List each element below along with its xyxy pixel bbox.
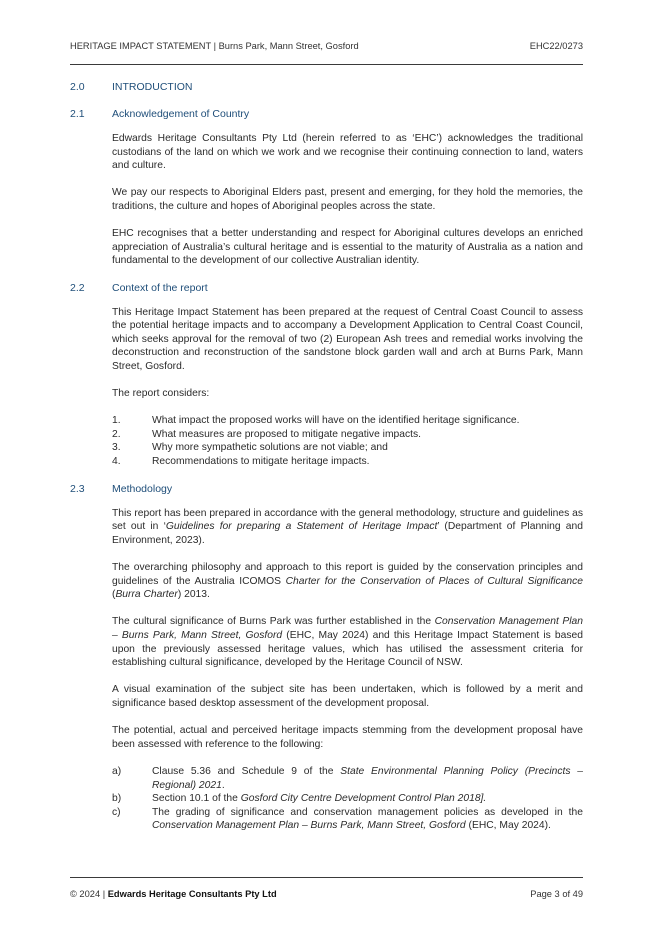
list-item bbox=[112, 441, 583, 455]
list-marker: c) bbox=[112, 806, 121, 818]
list-marker: 2. bbox=[112, 428, 121, 440]
list-item bbox=[112, 414, 583, 428]
paragraph: This Heritage Impact Statement has been prepared at the request of Central Coast Council to assess the potential heritage impacts and to accompany a Development Application to Central Coast Council, which seeks approval for the removal of two (2) European Ash trees and remedial works involving the deconstruction and reconstruction of the sandstone block garden wall and arch at Burns Park, Mann Street, Gosford. bbox=[112, 306, 583, 372]
list-item bbox=[112, 455, 583, 469]
list-text: What measures are proposed to mitigate negative impacts. bbox=[152, 428, 421, 440]
footer-divider bbox=[70, 877, 583, 878]
paragraph: A visual examination of the subject site has been undertaken, which is followed by a merit and significance based desktop assessment of the development proposal. bbox=[112, 684, 583, 709]
header-reference: EHC22/0273 bbox=[529, 41, 583, 51]
paragraph: The cultural significance of Burns Park was further established in the Conservation Management Plan – Burns Park, Mann Street, Gosford (EHC, May 2024) and this Heritage Impact Statement is based upon the previously assessed heritage values, which has utilised the assessment criteria for establishing cultural significance, developed by the Heritage Council of NSW. bbox=[112, 616, 583, 669]
section-number: 2.0 bbox=[70, 81, 85, 93]
section-heading-2-0 bbox=[70, 81, 583, 93]
paragraph: The report considers: bbox=[112, 388, 210, 400]
paragraph: The overarching philosophy and approach to this report is guided by the conservation principles and guidelines of the Australia ICOMOS Charter for the Conservation of Places of Cultural Significance (Burra Charter) 2013. bbox=[112, 562, 583, 601]
header-divider bbox=[70, 64, 583, 65]
page-content bbox=[70, 81, 583, 847]
paragraph: EHC recognises that a better understanding and respect for Aboriginal cultures develops an enriched appreciation of Australia’s cultural heritage and is essential to the maturity of Australia as a nation and fundamental to the development of our collective Australian identity. bbox=[112, 228, 583, 267]
list-text: Recommendations to mitigate heritage impacts. bbox=[152, 456, 370, 468]
list-text: Why more sympathetic solutions are not viable; and bbox=[152, 442, 388, 454]
list-marker: 4. bbox=[112, 456, 121, 468]
section-heading-2-1 bbox=[70, 108, 583, 120]
considerations-list bbox=[112, 414, 583, 468]
reference-list bbox=[112, 765, 583, 833]
list-marker: b) bbox=[112, 793, 122, 805]
section-title: Methodology bbox=[112, 482, 173, 495]
paragraph: Edwards Heritage Consultants Pty Ltd (herein referred to as ‘EHC’) acknowledges the traditional custodians of the land on which we work and we recognise their continuing connection to land, waters and culture. bbox=[112, 133, 583, 172]
list-item bbox=[112, 428, 583, 442]
paragraph: We pay our respects to Aboriginal Elders past, present and emerging, for they hold the memories, the traditions, the culture and hopes of Aboriginal peoples across the state. bbox=[112, 187, 583, 212]
list-text: What impact the proposed works will have on the identified heritage significance. bbox=[152, 415, 520, 427]
section-number: 2.1 bbox=[70, 108, 85, 120]
list-item: b) Section 10.1 of the Gosford City Centre Development Control Plan 2018]. bbox=[112, 793, 487, 805]
footer-copyright: © 2024 | Edwards Heritage Consultants Pty Ltd bbox=[70, 889, 277, 899]
list-marker: 3. bbox=[112, 442, 121, 454]
list-item: c) The grading of significance and conservation management policies as developed in the Conservation Management Plan – Burns Park, Mann Street, Gosford (EHC, May 2024). bbox=[112, 806, 583, 832]
page-number: Page 3 of 49 bbox=[530, 889, 583, 899]
paragraph: The potential, actual and perceived heritage impacts stemming from the development proposal have been assessed with reference to the following: bbox=[112, 725, 583, 750]
section-heading-2-2 bbox=[70, 282, 583, 294]
list-marker: a) bbox=[112, 765, 122, 777]
header-title: HERITAGE IMPACT STATEMENT | Burns Park, Mann Street, Gosford bbox=[70, 41, 359, 51]
paragraph: This report has been prepared in accordance with the general methodology, structure and guidelines as set out in ‘Guidelines for preparing a Statement of Heritage Impact’ (Department of Planning and Environment, 2023). bbox=[112, 507, 583, 546]
page-footer bbox=[70, 889, 583, 899]
section-number: 2.2 bbox=[70, 281, 85, 294]
list-item: a) Clause 5.36 and Schedule 9 of the State Environmental Planning Policy (Precincts – Regional) 2021. bbox=[112, 765, 583, 791]
footer-company: Edwards Heritage Consultants Pty Ltd bbox=[107, 889, 277, 899]
section-title: Context of the report bbox=[112, 281, 208, 294]
section-number: 2.3 bbox=[70, 482, 85, 495]
list-marker: 1. bbox=[112, 415, 121, 427]
section-title: Acknowledgement of Country bbox=[112, 108, 250, 120]
page-header bbox=[70, 41, 583, 51]
section-heading-2-3 bbox=[70, 483, 583, 495]
section-title: INTRODUCTION bbox=[112, 81, 193, 93]
